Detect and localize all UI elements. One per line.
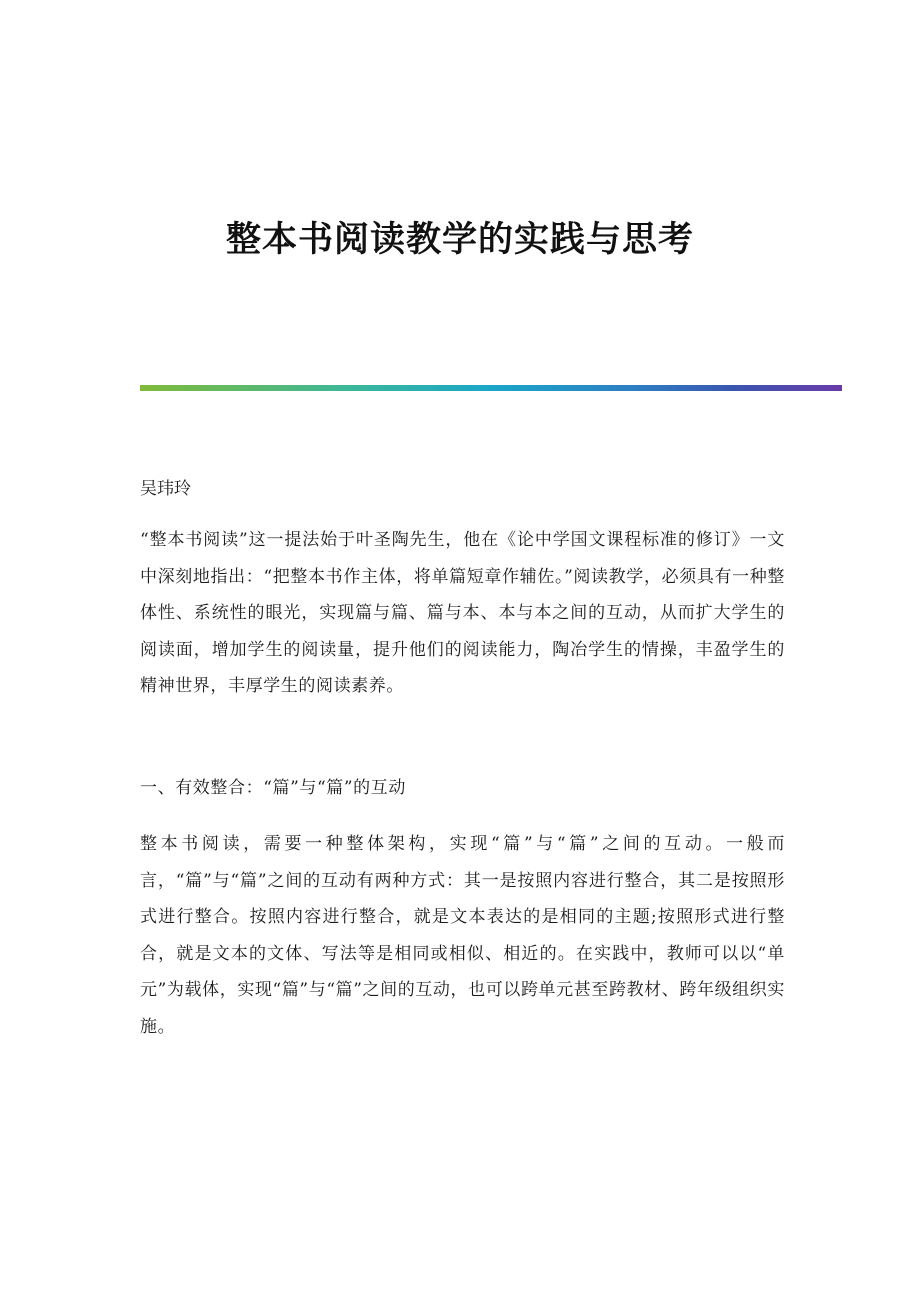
- title-divider: [140, 385, 842, 391]
- author-name: 吴玮玲: [140, 479, 191, 499]
- paragraph-intro: “整本书阅读”这一提法始于叶圣陶先生，他在《论中学国文课程标准的修订》一文中深刻地指出：“把整本书作主体，将单篇短章作辅佐。”阅读教学，必须具有一种整体性、系统性的眼光，实现篇与篇、篇与本、本与本之间的互动，从而扩大学生的阅读面，增加学生的阅读量，提升他们的阅读能力，陶冶学生的情操，丰盈学生的精神世界，丰厚学生的阅读素养。: [140, 530, 785, 697]
- paragraph-section-1: 整本书阅读，需要一种整体架构，实现“篇”与“篇”之间的互动。一般而言，“篇”与“篇”之间的互动有两种方式：其一是按照内容进行整合，其二是按照形式进行整合。按照内容进行整合，就是文本表达的是相同的主题;按照形式进行整合，就是文本的文体、写法等是相同或相似、相近的。在实践中，教师可以以“单元”为载体，实现“篇”与“篇”之间的互动，也可以跨单元甚至跨教材、跨年级组织实施。: [140, 834, 785, 1037]
- page-title: 整本书阅读教学的实践与思考: [225, 219, 694, 260]
- section-heading: 一、有效整合：“篇”与“篇”的互动: [140, 778, 406, 798]
